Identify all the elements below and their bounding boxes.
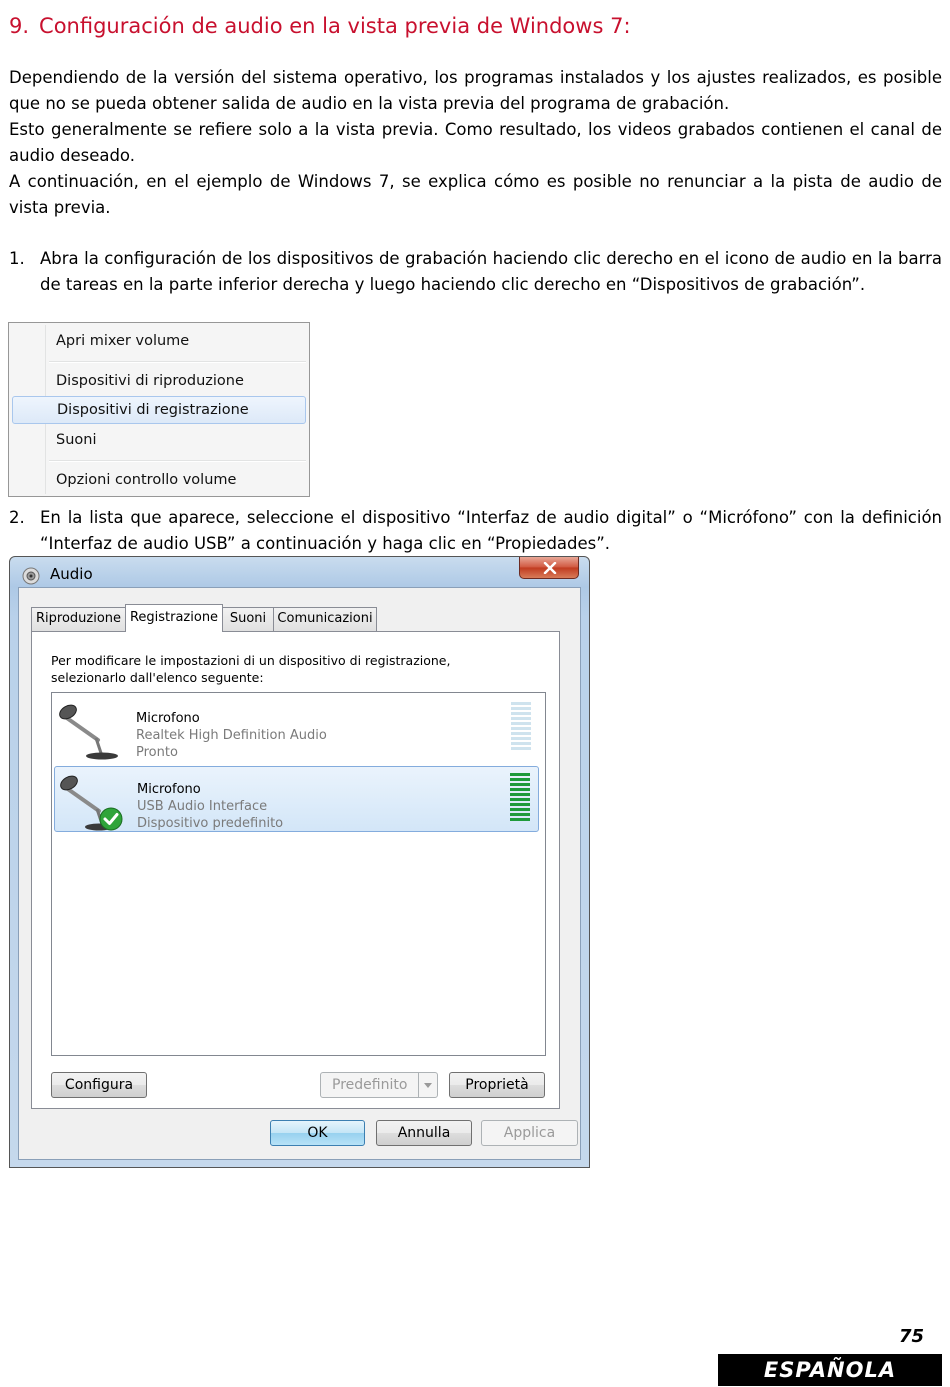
page-number: 75 xyxy=(898,1326,924,1347)
tab-playback[interactable]: Riproduzione xyxy=(31,607,126,631)
chevron-down-icon xyxy=(419,1073,437,1097)
level-meter-segment xyxy=(511,742,531,745)
level-meter-segment xyxy=(510,803,530,806)
level-meter-segment xyxy=(511,732,531,735)
level-meter-segment xyxy=(511,737,531,740)
dropdown-arrow[interactable] xyxy=(418,1073,437,1097)
device-status: Dispositivo predefinito xyxy=(137,816,284,831)
recording-device-list xyxy=(51,692,546,1056)
menu-separator xyxy=(49,361,306,363)
cancel-button[interactable]: Annulla xyxy=(376,1120,472,1146)
dialog-body xyxy=(18,587,581,1160)
audio-dialog xyxy=(9,556,590,1168)
tab-communications[interactable]: Comunicazioni xyxy=(273,607,377,631)
intro-paragraph-1: Dependiendo de la versión del sistema operativo, los programas instalados y los ajustes realizados, es posible que no se pueda obtener salida de audio en la vista previa del programa de grabación. xyxy=(9,68,942,113)
default-button-label: Predefinito xyxy=(332,1077,408,1093)
device-driver: USB Audio Interface xyxy=(137,799,268,814)
level-meter-segment xyxy=(510,813,530,816)
section-number: 9. xyxy=(9,14,30,38)
menu-item-playback-devices[interactable]: Dispositivi di riproduzione xyxy=(56,373,244,389)
step-text: Abra la configuración de los dispositivos de grabación haciendo clic derecho en el icono de audio en la barra de tareas en la parte inferior derecha y luego haciendo clic derecho en “Dispositivos de grabación”. xyxy=(40,249,942,294)
device-row-realtek[interactable] xyxy=(54,696,539,762)
level-meter-segment xyxy=(510,798,530,801)
close-icon xyxy=(543,562,557,574)
device-driver: Realtek High Definition Audio xyxy=(136,728,327,743)
close-button[interactable] xyxy=(519,557,579,579)
menu-item-sounds[interactable]: Suoni xyxy=(56,432,97,448)
recording-tab-panel xyxy=(31,631,560,1109)
menu-item-recording-devices[interactable]: Dispositivi di registrazione xyxy=(12,396,306,424)
menu-separator xyxy=(49,460,306,462)
apply-button[interactable]: Applica xyxy=(481,1120,578,1146)
level-meter-segment xyxy=(510,818,530,821)
configure-button[interactable]: Configura xyxy=(51,1072,147,1098)
instruction-line: Per modificare le impostazioni di un dispositivo di registrazione, xyxy=(51,653,451,668)
level-meter-segment xyxy=(510,778,530,781)
level-meter-segment xyxy=(511,727,531,730)
level-meter-segment xyxy=(511,717,531,720)
instruction-text xyxy=(51,652,541,686)
level-meter-segment xyxy=(511,712,531,715)
level-meter-segment xyxy=(511,702,531,705)
ok-button[interactable]: OK xyxy=(270,1120,365,1146)
properties-button[interactable]: Proprietà xyxy=(449,1072,545,1098)
level-meter-segment xyxy=(510,808,530,811)
step-text: En la lista que aparece, seleccione el dispositivo “Interfaz de audio digital” o “Micrófono” con la definición “Interfaz de audio USB” a continuación y haga clic en “Propiedades”. xyxy=(40,508,942,553)
level-meter-segment xyxy=(510,783,530,786)
level-meter-segment xyxy=(510,788,530,791)
device-name: Microfono xyxy=(137,782,201,797)
step-2 xyxy=(9,505,942,557)
context-menu xyxy=(8,322,310,497)
step-number: 1. xyxy=(9,249,25,268)
device-name: Microfono xyxy=(136,711,200,726)
menu-item-open-mixer[interactable]: Apri mixer volume xyxy=(56,333,190,349)
device-row-usb-audio[interactable] xyxy=(54,766,539,832)
tab-sounds[interactable]: Suoni xyxy=(222,607,274,631)
section-title: Configuración de audio en la vista previa de Windows 7: xyxy=(39,14,631,38)
level-meter xyxy=(510,773,530,823)
instruction-line: selezionarlo dall'elenco seguente: xyxy=(51,670,264,685)
level-meter-segment xyxy=(510,793,530,796)
step-number: 2. xyxy=(9,508,25,527)
device-status: Pronto xyxy=(136,745,178,760)
level-meter-segment xyxy=(510,773,530,776)
step-1 xyxy=(9,246,942,298)
menu-item-volume-options[interactable]: Opzioni controllo volume xyxy=(56,472,237,488)
tab-recording[interactable]: Registrazione xyxy=(125,604,223,632)
intro-paragraph-2: Esto generalmente se refiere solo a la vista previa. Como resultado, los videos grabados contienen el canal de audio deseado. xyxy=(9,120,942,165)
level-meter-segment xyxy=(511,707,531,710)
default-split-button[interactable] xyxy=(320,1072,438,1098)
dialog-title: Audio xyxy=(50,565,93,583)
level-meter-segment xyxy=(511,722,531,725)
level-meter-segment xyxy=(511,747,531,750)
language-banner: ESPAÑOLA xyxy=(718,1354,942,1386)
intro-paragraph-3: A continuación, en el ejemplo de Windows 7, se explica cómo es posible no renunciar a la pista de audio de vista previa. xyxy=(9,172,942,217)
microphone-icon xyxy=(58,700,122,760)
section-heading xyxy=(9,10,939,42)
speaker-icon xyxy=(20,566,42,586)
level-meter xyxy=(511,702,531,752)
default-check-icon xyxy=(99,807,123,831)
